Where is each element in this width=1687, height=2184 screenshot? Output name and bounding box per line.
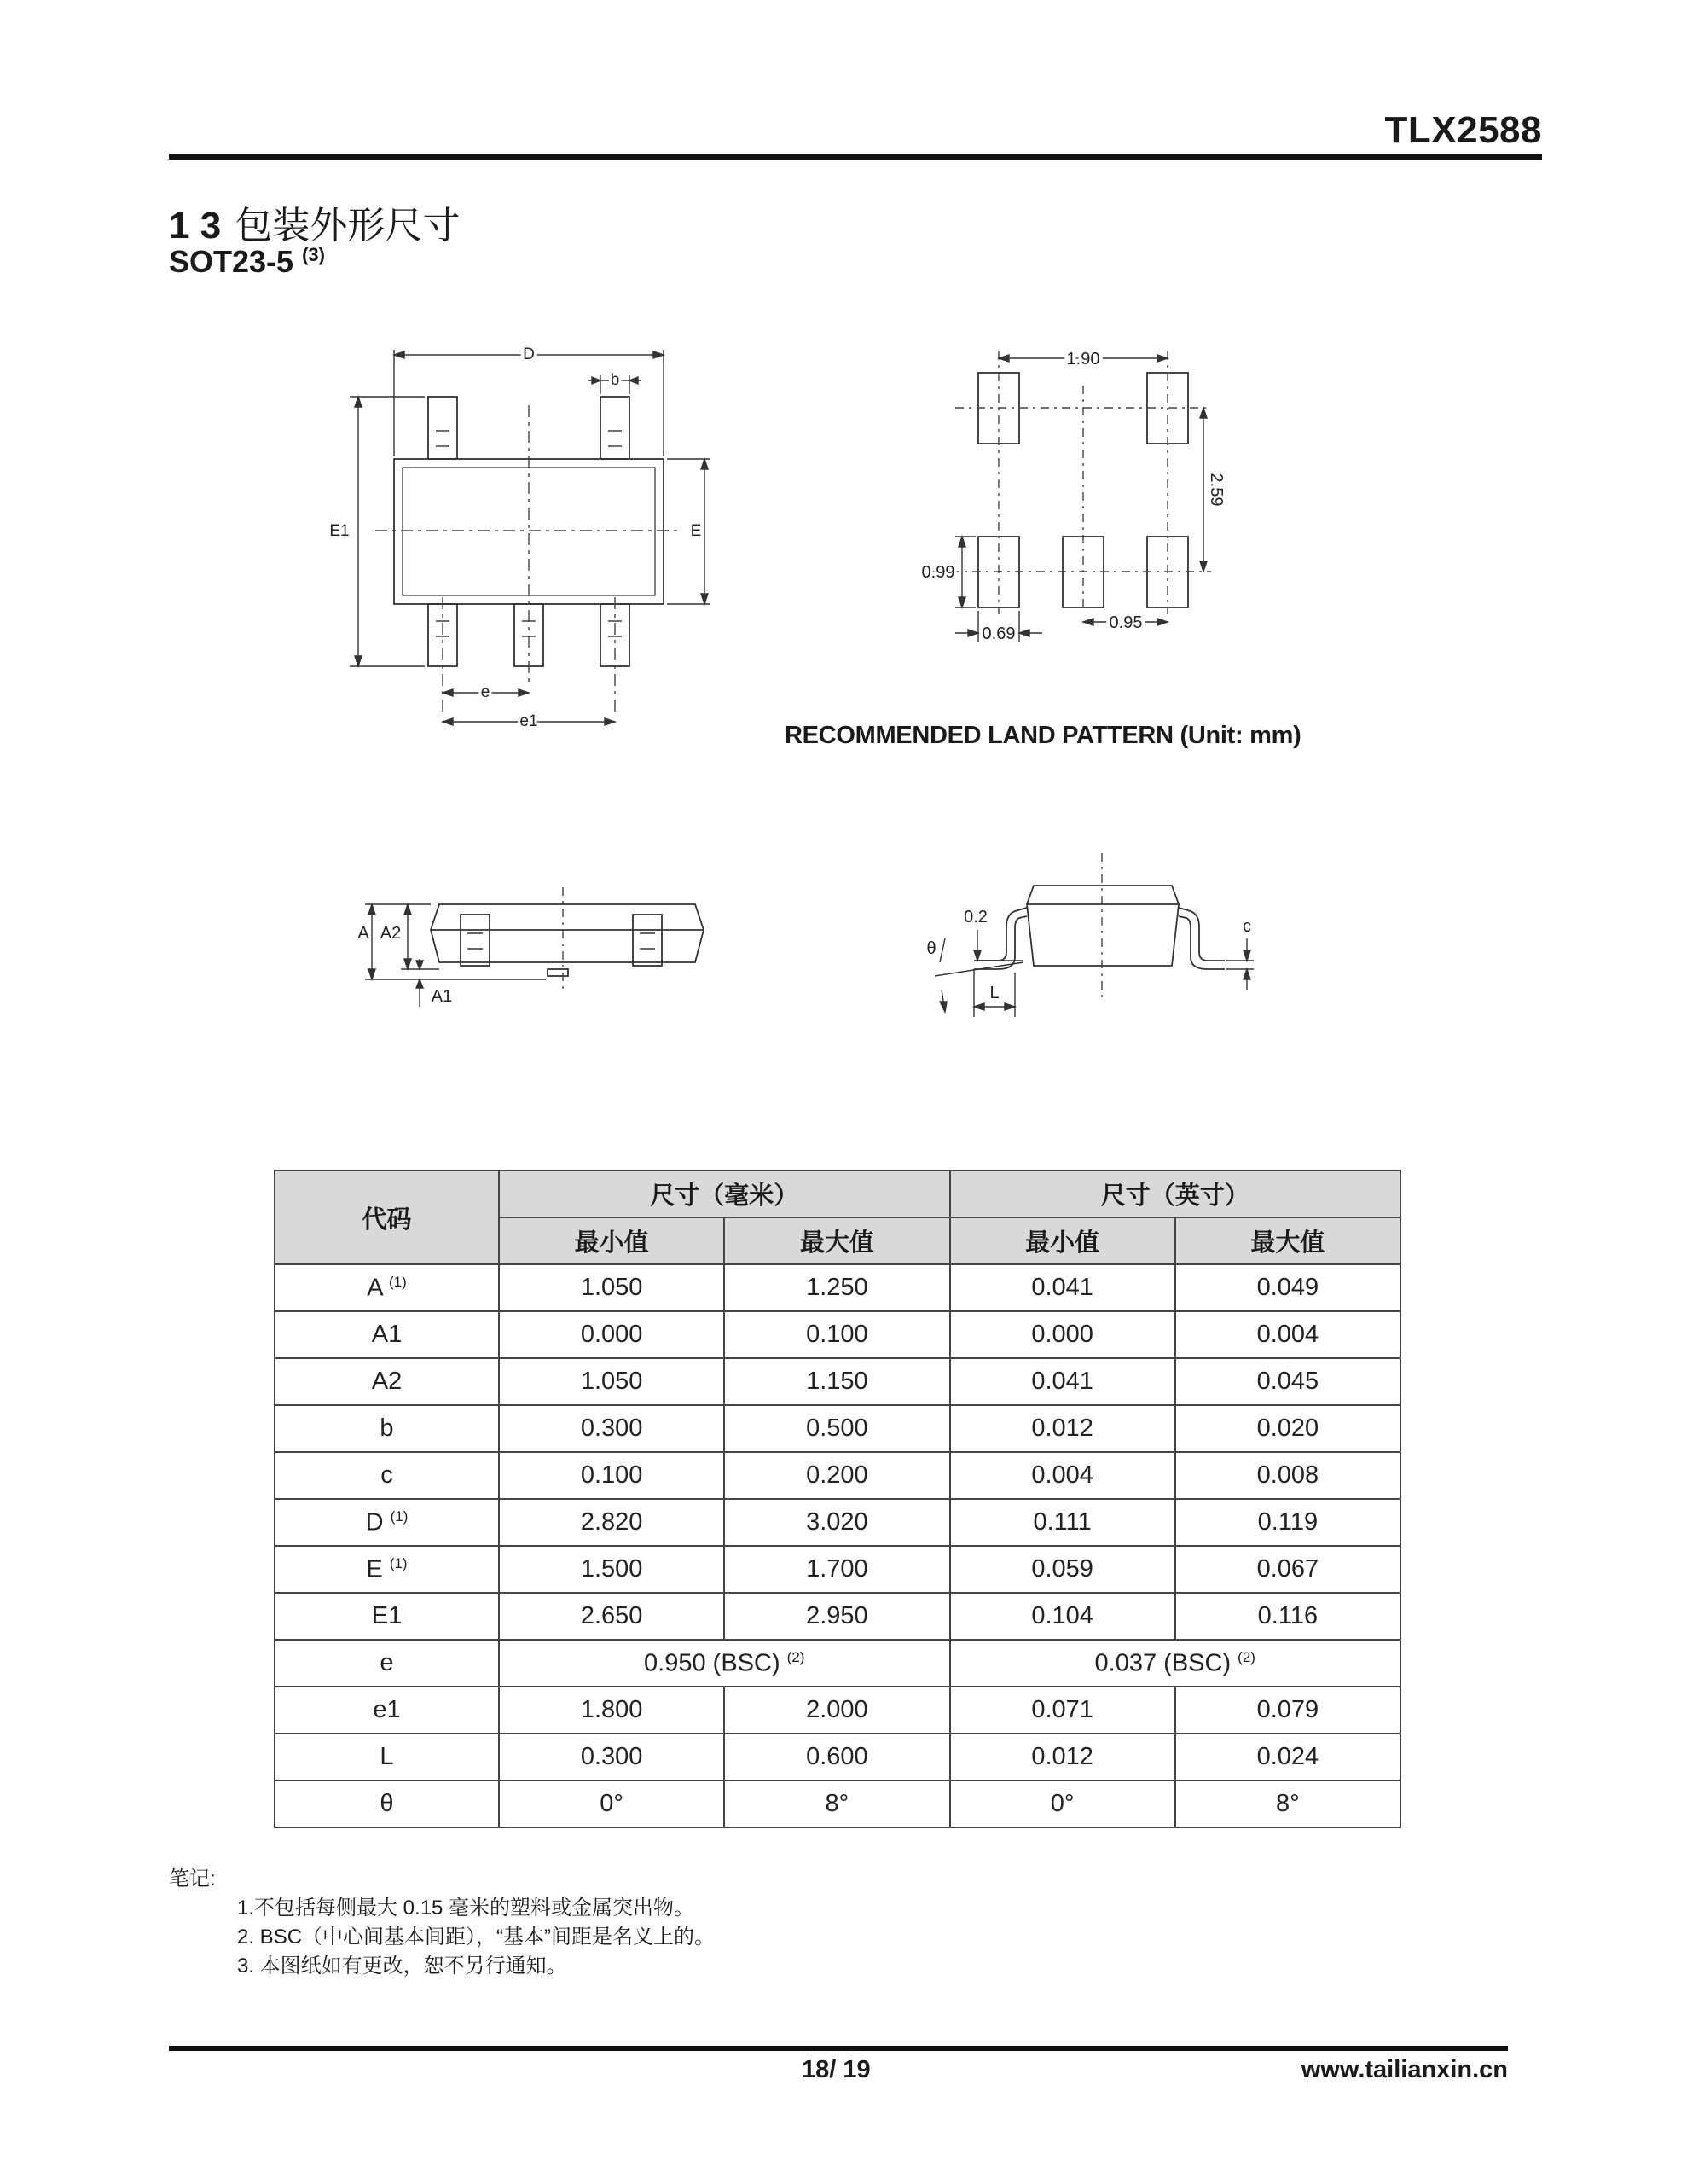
cell-value: 0.041	[1031, 1274, 1093, 1301]
page-number: 18/ 19	[802, 2056, 871, 2083]
notes-label: 笔记:	[169, 1867, 216, 1891]
land-pattern-caption: RECOMMENDED LAND PATTERN (Unit: mm)	[785, 722, 1301, 749]
cell-value: 0.045	[1256, 1368, 1319, 1395]
code-text: e	[380, 1649, 394, 1676]
top-view-drawing	[324, 333, 716, 742]
cell-value: 0.200	[806, 1461, 868, 1489]
land-dim-0.69: 0.69	[982, 624, 1016, 643]
table-row	[275, 1499, 1400, 1546]
cell-mm-min	[499, 1358, 724, 1405]
code-note: (1)	[390, 1507, 409, 1525]
code-text: A	[367, 1274, 382, 1302]
cell-code	[275, 1546, 499, 1593]
cell-value: 1.250	[806, 1274, 868, 1301]
dim-label-c: c	[1243, 917, 1251, 936]
cell-value: 0.500	[806, 1414, 868, 1442]
cell-code	[275, 1780, 499, 1827]
cell-value: 0.067	[1256, 1555, 1319, 1583]
cell-value: 2.950	[806, 1602, 868, 1629]
cell-value: 8°	[825, 1790, 849, 1817]
dim-label-D: D	[523, 346, 535, 363]
section-number: 1 3	[169, 205, 222, 247]
dim-label-0.2: 0.2	[964, 908, 988, 926]
cell-mm-max	[724, 1405, 949, 1452]
note-3: 3. 本图纸如有更改，恕不另行通知。	[237, 1955, 567, 1978]
package-name	[169, 244, 325, 280]
code-text: c	[380, 1461, 393, 1489]
code-text: b	[380, 1414, 394, 1442]
cell-value: 0.079	[1256, 1696, 1319, 1723]
cell-code	[275, 1593, 499, 1640]
table-row	[275, 1452, 1400, 1499]
dimension-table	[274, 1170, 1401, 1828]
cell-note: (2)	[1238, 1648, 1255, 1665]
cell-value: 0.059	[1031, 1555, 1093, 1583]
table-row	[275, 1264, 1400, 1311]
cell-in-max	[1175, 1358, 1400, 1405]
cell-value: 0.300	[580, 1743, 643, 1770]
cell-in-max	[1175, 1405, 1400, 1452]
lead-detail-drawing	[913, 845, 1262, 1032]
cell-in-min	[950, 1734, 1175, 1780]
table-row	[275, 1780, 1400, 1827]
code-text: A1	[371, 1321, 403, 1348]
cell-value: 1.700	[806, 1555, 868, 1583]
col-header-mm-max: 最大值	[724, 1217, 949, 1264]
cell-mm-min	[499, 1780, 724, 1827]
cell-value: 0°	[600, 1790, 623, 1817]
cell-mm-min	[499, 1264, 724, 1311]
code-note: (1)	[389, 1273, 407, 1290]
package-label: SOT23-5	[169, 244, 294, 279]
land-dim-0.99: 0.99	[921, 563, 955, 582]
cell-code	[275, 1640, 499, 1687]
col-header-inch: 尺寸（英寸）	[950, 1170, 1401, 1217]
side-view-drawing	[350, 870, 716, 1032]
cell-value: 0.100	[806, 1321, 868, 1348]
code-text: e1	[373, 1696, 401, 1723]
dim-label-A2: A2	[380, 924, 402, 943]
cell-in-min	[950, 1546, 1175, 1593]
cell-value: 1.800	[580, 1696, 643, 1723]
land-dim-0.95: 0.95	[1109, 613, 1143, 632]
section-heading	[169, 195, 460, 249]
cell-in-max	[1175, 1734, 1400, 1780]
cell-mm-min	[499, 1734, 724, 1780]
cell-mm-max	[724, 1311, 949, 1358]
cell-mm-min	[499, 1593, 724, 1640]
cell-value: 0.300	[580, 1414, 643, 1442]
cell-in-min	[950, 1311, 1175, 1358]
cell-value: 0.116	[1257, 1602, 1319, 1629]
cell-mm-span	[499, 1640, 950, 1687]
land-dim-2.59: 2.59	[1207, 473, 1226, 507]
cell-in-max	[1175, 1452, 1400, 1499]
cell-mm-max	[724, 1499, 949, 1546]
cell-value: 0.012	[1031, 1414, 1093, 1442]
dim-label-b: b	[610, 371, 620, 389]
cell-code	[275, 1687, 499, 1734]
cell-mm-max	[724, 1358, 949, 1405]
table-body	[275, 1264, 1400, 1827]
cell-mm-min	[499, 1499, 724, 1546]
cell-in-min	[950, 1452, 1175, 1499]
cell-mm-max	[724, 1546, 949, 1593]
col-header-in-max: 最大值	[1175, 1217, 1400, 1264]
cell-value: 0.000	[580, 1321, 643, 1348]
cell-value: 0.008	[1256, 1461, 1319, 1489]
col-header-mm-min: 最小值	[499, 1217, 724, 1264]
header-rule	[169, 154, 1542, 160]
cell-value: 1.050	[580, 1368, 643, 1395]
cell-value: 2.820	[580, 1508, 643, 1536]
cell-value: 0.100	[580, 1461, 643, 1489]
cell-mm-min	[499, 1687, 724, 1734]
cell-mm-max	[724, 1687, 949, 1734]
cell-in-min	[950, 1499, 1175, 1546]
land-pattern-drawing	[913, 341, 1254, 665]
cell-in-max	[1175, 1687, 1400, 1734]
cell-in-min	[950, 1358, 1175, 1405]
cell-value: 1.150	[806, 1368, 868, 1395]
col-header-code: 代码	[275, 1170, 499, 1264]
cell-in-span	[950, 1640, 1401, 1687]
cell-mm-max	[724, 1734, 949, 1780]
table-row	[275, 1358, 1400, 1405]
cell-value: 2.650	[580, 1602, 643, 1629]
dim-label-e1: e1	[519, 712, 538, 730]
cell-value: 0.071	[1031, 1696, 1093, 1723]
cell-value: 3.020	[806, 1508, 868, 1536]
cell-note: (2)	[786, 1648, 805, 1665]
cell-value: 1.050	[580, 1274, 643, 1301]
cell-code	[275, 1734, 499, 1780]
table-row	[275, 1593, 1400, 1640]
cell-value: 0.600	[806, 1743, 868, 1770]
table-row	[275, 1687, 1400, 1734]
table-row	[275, 1734, 1400, 1780]
cell-code	[275, 1358, 499, 1405]
cell-in-max	[1175, 1499, 1400, 1546]
cell-in-max	[1175, 1311, 1400, 1358]
cell-value: 0.049	[1256, 1274, 1319, 1301]
dim-label-A1: A1	[431, 987, 453, 1006]
cell-value: 0.004	[1256, 1321, 1319, 1348]
cell-mm-min	[499, 1452, 724, 1499]
land-dim-1.90: 1.90	[1066, 350, 1100, 369]
table-row	[275, 1640, 1400, 1687]
cell-value: 0.119	[1257, 1508, 1319, 1536]
cell-value: 0.104	[1031, 1602, 1093, 1629]
cell-in-min	[950, 1780, 1175, 1827]
code-text: E	[366, 1555, 383, 1583]
note-2: 2. BSC（中心间基本间距），“基本”间距是名义上的。	[237, 1926, 716, 1949]
footer-rule	[169, 2046, 1508, 2051]
cell-mm-max	[724, 1780, 949, 1827]
cell-code	[275, 1311, 499, 1358]
col-header-in-min: 最小值	[950, 1217, 1175, 1264]
cell-in-max	[1175, 1264, 1400, 1311]
cell-in-max	[1175, 1546, 1400, 1593]
dim-label-theta: θ	[926, 939, 936, 958]
cell-mm-min	[499, 1405, 724, 1452]
dim-label-E1: E1	[329, 522, 350, 540]
col-header-mm: 尺寸（毫米）	[499, 1170, 950, 1217]
code-text: θ	[380, 1790, 394, 1817]
dim-label-A: A	[357, 924, 369, 943]
code-text: L	[380, 1743, 394, 1770]
cell-value: 0.020	[1256, 1414, 1319, 1442]
cell-value: 0.012	[1031, 1743, 1093, 1770]
table-row	[275, 1405, 1400, 1452]
code-text: D	[365, 1508, 384, 1536]
code-note: (1)	[389, 1554, 408, 1571]
code-text: A2	[371, 1368, 403, 1395]
website-link[interactable]: www.tailianxin.cn	[1301, 2056, 1508, 2083]
cell-value: 8°	[1276, 1790, 1300, 1817]
note-1: 1.不包括每侧最大 0.15 毫米的塑料或金属突出物。	[237, 1896, 695, 1920]
cell-in-max	[1175, 1593, 1400, 1640]
cell-code	[275, 1264, 499, 1311]
section-title: 包装外形尺寸	[235, 205, 461, 247]
document-title: TLX2588	[1384, 109, 1542, 151]
cell-code	[275, 1452, 499, 1499]
table-row	[275, 1546, 1400, 1593]
cell-value: 0.000	[1031, 1321, 1093, 1348]
cell-in-min	[950, 1687, 1175, 1734]
cell-value: 0.024	[1256, 1743, 1319, 1770]
cell-mm-min	[499, 1546, 724, 1593]
cell-mm-max	[724, 1264, 949, 1311]
cell-value: 0.004	[1031, 1461, 1093, 1489]
cell-code	[275, 1405, 499, 1452]
dim-label-e: e	[480, 683, 490, 701]
cell-in-min	[950, 1405, 1175, 1452]
cell-mm-min	[499, 1311, 724, 1358]
package-note: (3)	[302, 244, 325, 265]
dim-label-E: E	[690, 522, 702, 540]
cell-value: 2.000	[806, 1696, 868, 1723]
cell-value: 1.500	[580, 1555, 643, 1583]
dim-label-L: L	[989, 984, 1000, 1002]
cell-in-max	[1175, 1780, 1400, 1827]
cell-in-min	[950, 1593, 1175, 1640]
cell-mm-max	[724, 1593, 949, 1640]
table-row	[275, 1311, 1400, 1358]
cell-value: 0.111	[1033, 1508, 1092, 1536]
code-text: E1	[371, 1602, 403, 1629]
cell-value: 0.037 (BSC)	[1094, 1649, 1232, 1677]
cell-value: 0°	[1050, 1790, 1075, 1817]
cell-value: 0.950 (BSC)	[644, 1649, 780, 1677]
cell-value: 0.041	[1031, 1368, 1093, 1395]
cell-code	[275, 1499, 499, 1546]
cell-mm-max	[724, 1452, 949, 1499]
cell-in-min	[950, 1264, 1175, 1311]
